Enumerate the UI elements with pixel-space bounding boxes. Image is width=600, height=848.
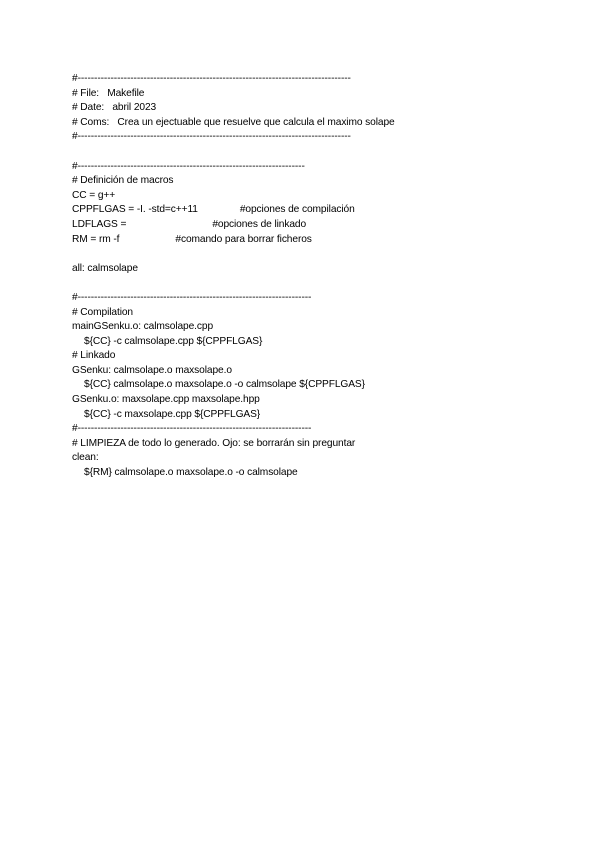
macro-ldflags: LDFLAGS = bbox=[72, 218, 127, 230]
command-compile-calmsolape: ${CC} -c calmsolape.cpp ${CPPFLGAS} bbox=[84, 335, 263, 347]
clean-command: ${RM} calmsolape.o maxsolape.o -o calmsolape bbox=[84, 467, 298, 479]
compilation-rule: #----------------------------------------------------------------------- bbox=[72, 291, 312, 303]
macro-ldflags-comment: #opciones de linkado bbox=[212, 218, 307, 230]
header-coms-line: # Coms: Crea un ejectuable que resuelve que calcula el maximo solape bbox=[72, 116, 395, 128]
blank-line bbox=[72, 247, 552, 262]
target-gsenku: GSenku: calmsolape.o maxsolape.o bbox=[72, 364, 232, 376]
macro-rm-row bbox=[72, 233, 552, 248]
macro-cppflgas-comment: #opciones de compilación bbox=[239, 204, 355, 216]
macro-rm-comment: #comando para borrar ficheros bbox=[175, 233, 312, 245]
macros-title: # Definición de macros bbox=[72, 175, 174, 187]
compilation-title: # Compilation bbox=[72, 306, 133, 318]
clean-title: # LIMPIEZA de todo lo generado. Ojo: se borrarán sin preguntar bbox=[72, 437, 356, 449]
compilation-rule-end: #----------------------------------------------------------------------- bbox=[72, 423, 312, 435]
header-rule: #----------------------------------------------------------------------------------- bbox=[72, 73, 351, 84]
blank-line bbox=[72, 276, 552, 291]
header-file-line: # File: Makefile bbox=[72, 87, 145, 99]
macro-cc: CC = g++ bbox=[72, 189, 116, 201]
macro-cppflgas: CPPFLGAS = -I. -std=c++11 bbox=[72, 204, 198, 216]
command-compile-maxsolape: ${CC} -c maxsolape.cpp ${CPPFLGAS} bbox=[84, 408, 261, 420]
linkado-title: # Linkado bbox=[72, 350, 116, 362]
macro-rm: RM = rm -f bbox=[72, 233, 120, 245]
target-gsenku-o: GSenku.o: maxsolape.cpp maxsolape.hpp bbox=[72, 394, 260, 406]
clean-target: clean: bbox=[72, 452, 99, 464]
blank-line bbox=[72, 145, 552, 160]
header-date-line: # Date: abril 2023 bbox=[72, 102, 157, 114]
macros-rule: #--------------------------------------------------------------------- bbox=[72, 160, 305, 172]
makefile-text bbox=[72, 72, 552, 481]
macro-cppflgas-row bbox=[72, 203, 552, 218]
header-rule-end: #----------------------------------------------------------------------------------- bbox=[72, 131, 351, 143]
macro-ldflags-row bbox=[72, 218, 552, 233]
command-link: ${CC} calmsolape.o maxsolape.o -o calmsolape ${CPPFLGAS} bbox=[84, 379, 365, 391]
target-maingsenku: mainGSenku.o: calmsolape.cpp bbox=[72, 321, 214, 333]
all-target: all: calmsolape bbox=[72, 262, 138, 274]
